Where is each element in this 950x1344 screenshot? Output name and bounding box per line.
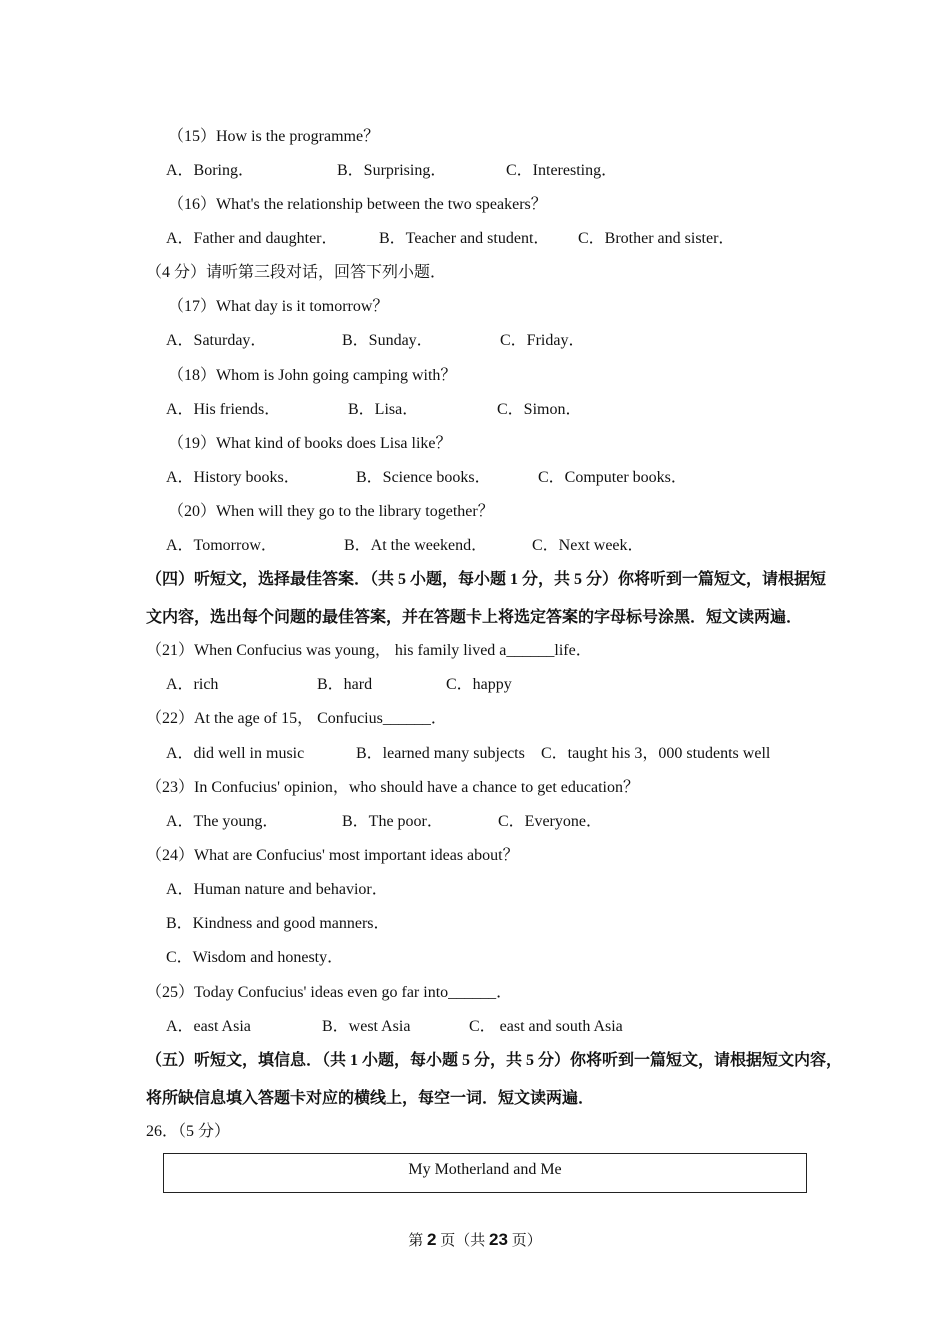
q21-option-c: C．happy <box>446 676 512 693</box>
q20-option-a: A．Tomorrow． <box>166 537 277 554</box>
footer-suffix: 页） <box>507 1233 542 1249</box>
q25-option-c: C． east and south Asia <box>469 1018 623 1035</box>
q16-option-b: B．Teacher and student． <box>379 230 550 247</box>
q24-option-c: C．Wisdom and honesty． <box>166 949 344 966</box>
footer-middle: 页（共 <box>436 1233 490 1249</box>
q16-stem: （16）What's the relationship between the two speakers？ <box>168 196 547 213</box>
q25-option-b: B．west Asia <box>322 1018 411 1035</box>
q19-option-a: A．History books． <box>166 469 300 486</box>
footer-total-pages: 23 <box>489 1230 508 1249</box>
q17-stem: （17）What day is it tomorrow？ <box>168 298 389 315</box>
part4-line2: 文内容，选出每个问题的最佳答案，并在答题卡上将选定答案的字母标号涂黑．短文读两遍． <box>146 609 803 626</box>
q21-option-a: A．rich <box>166 676 219 693</box>
q15-option-b: B．Surprising． <box>337 162 447 179</box>
q23-option-a: A．The young． <box>166 813 279 830</box>
q22-option-b: B．learned many subjects <box>356 745 525 762</box>
q21-option-b: B．hard <box>317 676 373 693</box>
q23-option-c: C．Everyone． <box>498 813 602 830</box>
q25-stem: （25）Today Confucius' ideas even go far into______． <box>146 984 513 1001</box>
section3-note: （4 分）请听第三段对话，回答下列小题． <box>146 264 447 281</box>
q26-box-title: My Motherland and Me <box>408 1161 562 1178</box>
q17-option-b: B．Sunday． <box>342 332 433 349</box>
q17-option-c: C．Friday． <box>500 332 585 349</box>
q22-stem: （22）At the age of 15， Confucius______． <box>146 710 447 727</box>
q21-stem: （21）When Confucius was young， his family lived a______life． <box>146 642 592 659</box>
q15-stem: （15）How is the programme？ <box>168 128 380 145</box>
q24-option-a: A．Human nature and behavior． <box>166 881 388 898</box>
q23-option-b: B．The poor． <box>342 813 443 830</box>
q18-option-a: A．His friends． <box>166 401 281 418</box>
q26-title-box <box>163 1153 807 1193</box>
page-footer <box>0 1229 950 1250</box>
q16-option-a: A．Father and daughter． <box>166 230 338 247</box>
q15-option-a: A．Boring． <box>166 162 255 179</box>
part5-line1: （五）听短文，填信息．（共 1 小题，每小题 5 分，共 5 分）你将听到一篇短文，请根据短文内容， <box>146 1052 843 1069</box>
footer-page-number: 2 <box>427 1230 437 1249</box>
q19-stem: （19）What kind of books does Lisa like？ <box>168 435 452 452</box>
q22-option-c: C．taught his 3，000 students well <box>541 745 771 762</box>
q18-option-b: B．Lisa． <box>348 401 419 418</box>
q24-option-b: B．Kindness and good manners． <box>166 915 390 932</box>
q20-option-c: C．Next week． <box>532 537 644 554</box>
q18-stem: （18）Whom is John going camping with？ <box>168 367 457 384</box>
q19-option-c: C．Computer books． <box>538 469 687 486</box>
q17-option-a: A．Saturday． <box>166 332 267 349</box>
q22-option-a: A．did well in music <box>166 745 305 762</box>
q25-option-a: A．east Asia <box>166 1018 251 1035</box>
q20-stem: （20）When will they go to the library together？ <box>168 503 494 520</box>
q18-option-c: C．Simon． <box>497 401 582 418</box>
q20-option-b: B．At the weekend． <box>344 537 488 554</box>
part4-line1: （四）听短文，选择最佳答案．（共 5 小题，每小题 1 分，共 5 分）你将听到一篇短文，请根据短 <box>146 571 827 588</box>
q23-stem: （23）In Confucius' opinion，who should have a chance to get education？ <box>146 779 640 796</box>
footer-prefix: 第 <box>408 1233 428 1249</box>
q19-option-b: B．Science books． <box>356 469 491 486</box>
q16-option-c: C．Brother and sister． <box>578 230 735 247</box>
part5-line2: 将所缺信息填入答题卡对应的横线上，每空一词．短文读两遍． <box>146 1090 595 1107</box>
q15-option-c: C．Interesting． <box>506 162 618 179</box>
q24-stem: （24）What are Confucius' most important ideas about？ <box>146 847 519 864</box>
q26-label: 26．（5 分） <box>146 1123 231 1140</box>
